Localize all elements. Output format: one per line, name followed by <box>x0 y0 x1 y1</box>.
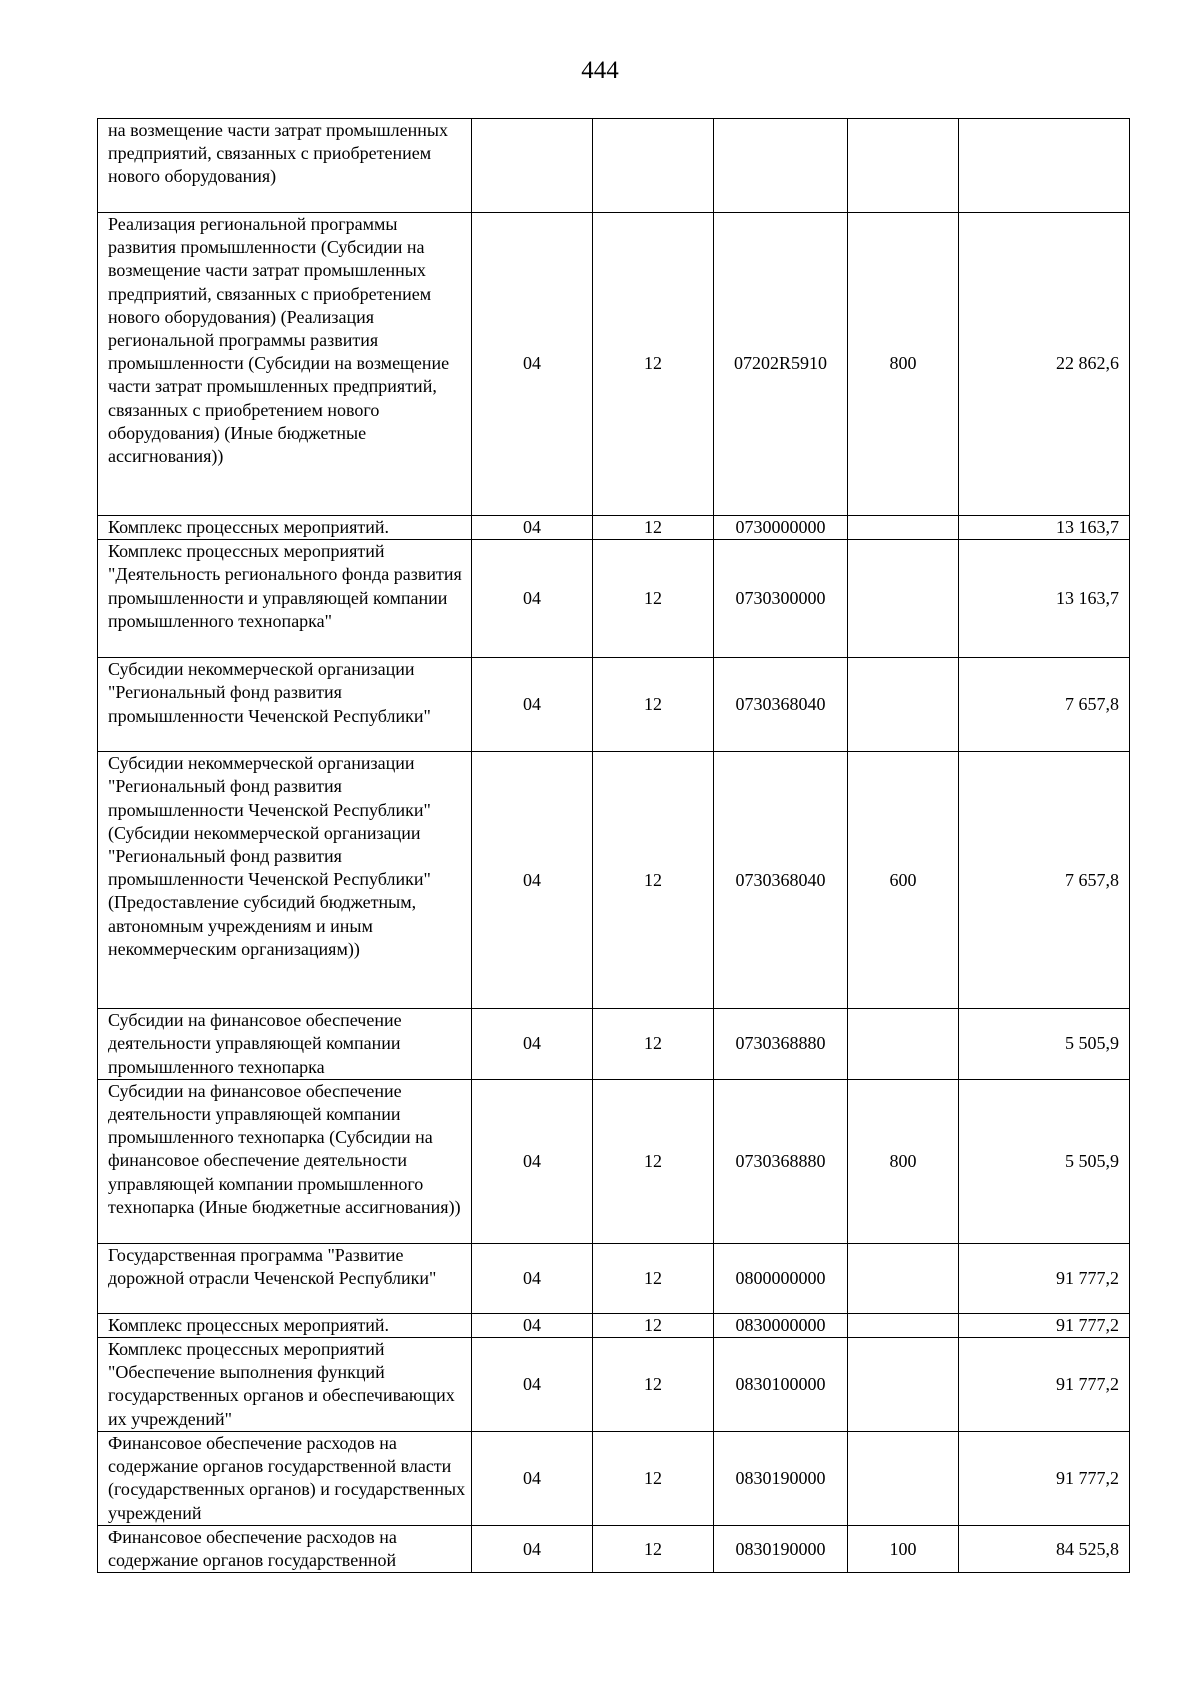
target-article-code: 0730368040 <box>714 752 848 1009</box>
section-code: 04 <box>472 1079 593 1243</box>
amount: 13 163,7 <box>959 516 1130 540</box>
expense-name: Финансовое обеспечение расходов на содержание органов государственной власти (государственных органов) и государственных учреждений <box>98 1432 472 1526</box>
expense-name: Субсидии на финансовое обеспечение деятельности управляющей компании промышленного технопарка (Субсидии на финансовое обеспечение деятельности управляющей компании промышленного технопарка (Иные бюджетные ассигнования)) <box>98 1079 472 1243</box>
budget-table <box>97 118 1130 1573</box>
target-article-code: 0730368880 <box>714 1079 848 1243</box>
table-row <box>98 516 1130 540</box>
expense-name: на возмещение части затрат промышленных предприятий, связанных с приобретением нового оборудования) <box>98 119 472 213</box>
section-code: 04 <box>472 658 593 752</box>
subsection-code: 12 <box>593 1243 714 1313</box>
expense-type-code <box>848 516 959 540</box>
amount: 5 505,9 <box>959 1079 1130 1243</box>
section-code: 04 <box>472 540 593 658</box>
subsection-code: 12 <box>593 516 714 540</box>
amount: 22 862,6 <box>959 213 1130 516</box>
expense-name: Финансовое обеспечение расходов на содержание органов государственной <box>98 1526 472 1573</box>
target-article-code: 0730300000 <box>714 540 848 658</box>
subsection-code: 12 <box>593 1526 714 1573</box>
target-article-code: 0730368880 <box>714 1009 848 1080</box>
section-code: 04 <box>472 1243 593 1313</box>
section-code: 04 <box>472 516 593 540</box>
expense-name: Субсидии некоммерческой организации "Региональный фонд развития промышленности Чеченской Республики" <box>98 658 472 752</box>
section-code: 04 <box>472 1526 593 1573</box>
expense-name: Комплекс процессных мероприятий "Деятельность регионального фонда развития промышленности и управляющей компании промышленного технопарка" <box>98 540 472 658</box>
expense-name: Комплекс процессных мероприятий "Обеспечение выполнения функций государственных органов и обеспечивающих их учреждений" <box>98 1338 472 1432</box>
amount: 5 505,9 <box>959 1009 1130 1080</box>
amount: 91 777,2 <box>959 1432 1130 1526</box>
expense-name: Реализация региональной программы развития промышленности (Субсидии на возмещение части затрат промышленных предприятий, связанных с приобретением нового оборудования) (Реализация региональной программы развития промышленности (Субсидии на возмещение части затрат промышленных предприятий, связанных с приобретением нового оборудования) (Иные бюджетные ассигнования)) <box>98 213 472 516</box>
table-row <box>98 540 1130 658</box>
table-row <box>98 1432 1130 1526</box>
section-code: 04 <box>472 752 593 1009</box>
expense-type-code <box>848 119 959 213</box>
table-row <box>98 1009 1130 1080</box>
target-article-code: 0730000000 <box>714 516 848 540</box>
section-code: 04 <box>472 1338 593 1432</box>
expense-name: Комплекс процессных мероприятий. <box>98 516 472 540</box>
section-code <box>472 119 593 213</box>
subsection-code: 12 <box>593 540 714 658</box>
table-row <box>98 1526 1130 1573</box>
section-code: 04 <box>472 1009 593 1080</box>
expense-type-code: 800 <box>848 213 959 516</box>
expense-type-code: 800 <box>848 1079 959 1243</box>
table-row <box>98 1313 1130 1337</box>
subsection-code <box>593 119 714 213</box>
expense-type-code <box>848 658 959 752</box>
amount: 84 525,8 <box>959 1526 1130 1573</box>
table-row <box>98 119 1130 213</box>
target-article-code: 0830100000 <box>714 1338 848 1432</box>
table-row <box>98 752 1130 1009</box>
expense-type-code: 600 <box>848 752 959 1009</box>
subsection-code: 12 <box>593 1338 714 1432</box>
expense-type-code <box>848 1432 959 1526</box>
amount: 7 657,8 <box>959 752 1130 1009</box>
target-article-code: 0830000000 <box>714 1313 848 1337</box>
expense-name: Комплекс процессных мероприятий. <box>98 1313 472 1337</box>
subsection-code: 12 <box>593 1009 714 1080</box>
page-number: 444 <box>581 57 619 84</box>
subsection-code: 12 <box>593 1313 714 1337</box>
expense-type-code <box>848 1243 959 1313</box>
target-article-code: 0830190000 <box>714 1432 848 1526</box>
subsection-code: 12 <box>593 1079 714 1243</box>
table-row <box>98 658 1130 752</box>
expense-name: Государственная программа "Развитие дорожной отрасли Чеченской Республики" <box>98 1243 472 1313</box>
expense-type-code <box>848 1338 959 1432</box>
section-code: 04 <box>472 1432 593 1526</box>
table-row <box>98 1079 1130 1243</box>
expense-name: Субсидии на финансовое обеспечение деятельности управляющей компании промышленного технопарка <box>98 1009 472 1080</box>
section-code: 04 <box>472 213 593 516</box>
subsection-code: 12 <box>593 658 714 752</box>
target-article-code: 0730368040 <box>714 658 848 752</box>
amount: 91 777,2 <box>959 1243 1130 1313</box>
target-article-code: 0800000000 <box>714 1243 848 1313</box>
target-article-code: 07202R5910 <box>714 213 848 516</box>
amount: 7 657,8 <box>959 658 1130 752</box>
target-article-code <box>714 119 848 213</box>
section-code: 04 <box>472 1313 593 1337</box>
table-row <box>98 1338 1130 1432</box>
amount: 13 163,7 <box>959 540 1130 658</box>
subsection-code: 12 <box>593 752 714 1009</box>
expense-name: Субсидии некоммерческой организации "Региональный фонд развития промышленности Чеченской Республики" (Субсидии некоммерческой организации "Региональный фонд развития промышленности Чеченской Республики" (Предоставление субсидий бюджетным, автономным учреждениям и иным некоммерческим организациям)) <box>98 752 472 1009</box>
expense-type-code: 100 <box>848 1526 959 1573</box>
amount: 91 777,2 <box>959 1313 1130 1337</box>
expense-type-code <box>848 1009 959 1080</box>
table-row <box>98 213 1130 516</box>
expense-type-code <box>848 1313 959 1337</box>
expense-type-code <box>848 540 959 658</box>
subsection-code: 12 <box>593 1432 714 1526</box>
table-row <box>98 1243 1130 1313</box>
subsection-code: 12 <box>593 213 714 516</box>
amount: 91 777,2 <box>959 1338 1130 1432</box>
amount <box>959 119 1130 213</box>
target-article-code: 0830190000 <box>714 1526 848 1573</box>
